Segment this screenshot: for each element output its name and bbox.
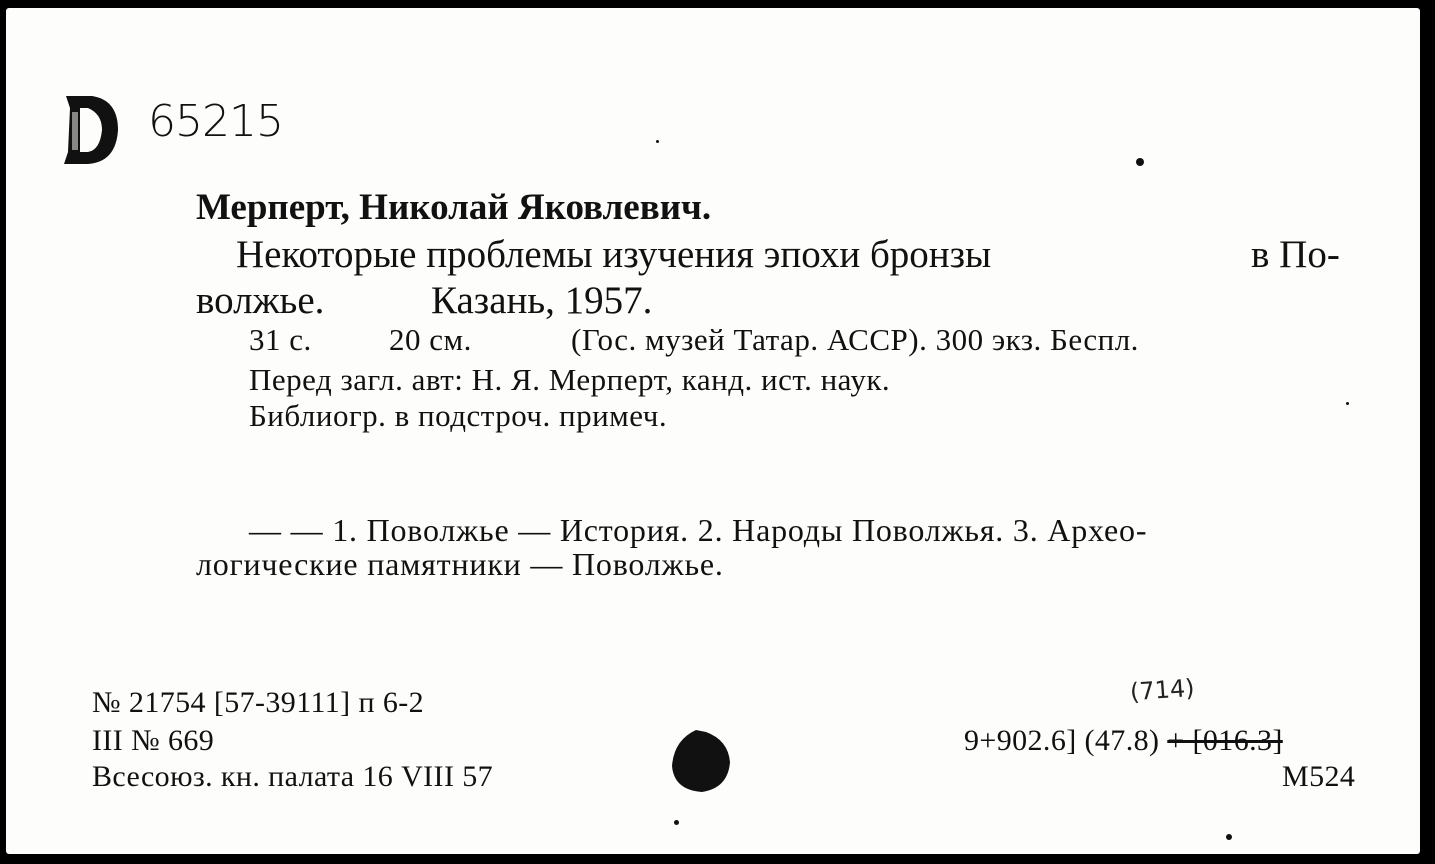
speck (1136, 158, 1144, 166)
cutter-number: М524 (1282, 760, 1356, 793)
title-line-1-end: в По- (1251, 233, 1340, 276)
library-stamp-letter (58, 92, 122, 166)
handwritten-note: (714) (1129, 673, 1196, 707)
accession-number: 65215 (148, 96, 283, 147)
speck (1226, 834, 1232, 840)
title-line-2: волжье. (196, 279, 325, 322)
registration-number: № 21754 [57-39111] п 6-2 (92, 686, 425, 719)
dimensions: 20 см. (389, 322, 472, 357)
bibliography-note: Библиогр. в подстроч. примеч. (249, 398, 668, 433)
speck (1346, 402, 1349, 405)
chamber-date: Всесоюз. кн. палата 16 VIII 57 (92, 760, 494, 793)
classification-struck: + [016.3] (1167, 724, 1283, 757)
card-edge (1418, 0, 1435, 864)
author-heading: Мерперт, Николай Яковлевич. (196, 187, 712, 228)
title-line-1: Некоторые проблемы изучения эпохи бронзы (236, 233, 992, 276)
subject-headings-line-2: логические памятники — Поволжье. (196, 546, 724, 582)
classification-index (964, 724, 1283, 758)
edition-number: III № 669 (92, 724, 215, 757)
ink-blot (666, 726, 736, 796)
imprint: Казань, 1957. (431, 279, 653, 322)
classification-main: 9+902.6] (47.8) (964, 724, 1160, 757)
speck (656, 140, 659, 143)
author-note: Перед загл. авт: Н. Я. Мерперт, канд. ист. наук. (249, 362, 891, 397)
catalog-card (6, 8, 1420, 854)
speck (674, 820, 679, 825)
pagination: 31 с. (249, 322, 312, 357)
subject-headings-line-1: — — 1. Поволжье — История. 2. Народы Поволжья. 3. Архео- (249, 512, 1148, 548)
series-note: (Гос. музей Татар. АССР). 300 экз. Беспл. (571, 322, 1139, 357)
